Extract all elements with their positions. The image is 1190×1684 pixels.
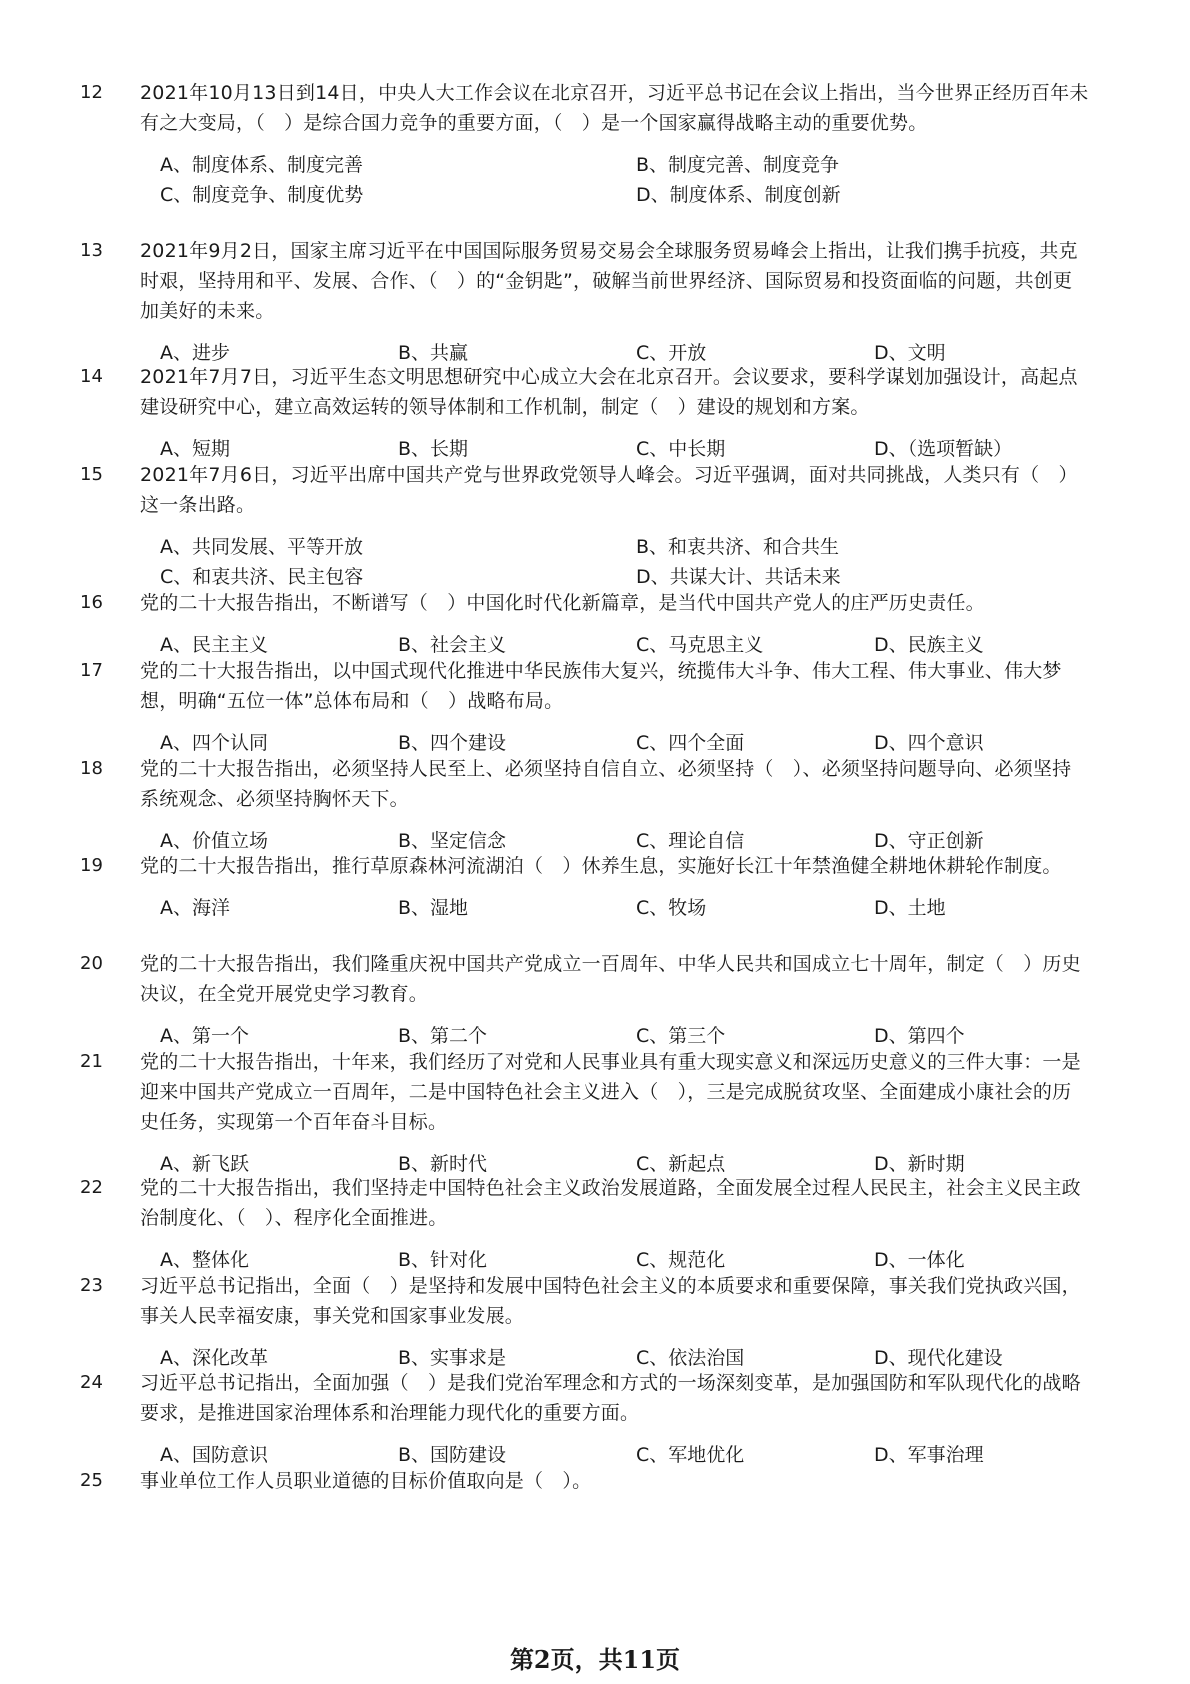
option-c: C、中长期 xyxy=(636,438,726,460)
question-number: 23 xyxy=(80,1275,103,1296)
question-text: 习近平总书记指出，全面加强（ ）是我们党治军理念和方式的一场深刻变革，是加强国防和军队现代化的战略要求，是推进国家治理体系和治理能力现代化的重要方面。 xyxy=(140,1372,1081,1424)
question-15 xyxy=(80,460,1090,592)
option-c: C、规范化 xyxy=(636,1249,726,1271)
option-b: B、实事求是 xyxy=(398,1347,507,1369)
question-14 xyxy=(80,362,1090,464)
question-text: 党的二十大报告指出，我们隆重庆祝中国共产党成立一百周年、中华人民共和国成立七十周年，制定（ ）历史决议，在全党开展党史学习教育。 xyxy=(140,953,1081,1005)
question-16 xyxy=(80,588,1090,660)
option-a: A、民主主义 xyxy=(160,634,268,656)
option-d: D、守正创新 xyxy=(874,830,984,852)
options xyxy=(160,532,1090,592)
question-text: 事业单位工作人员职业道德的目标价值取向是（ ）。 xyxy=(140,1470,592,1492)
option-c: C、军地优化 xyxy=(636,1444,745,1466)
option-d: D、（选项暂缺） xyxy=(874,438,1013,460)
question-text: 党的二十大报告指出，十年来，我们经历了对党和人民事业具有重大现实意义和深远历史意义的三件大事：一是迎来中国共产党成立一百周年，二是中国特色社会主义进入（ ），三是完成脱贫攻坚、全面建成小康社会的历史任务，实现第一个百年奋斗目标。 xyxy=(140,1051,1081,1133)
option-d: D、第四个 xyxy=(874,1025,965,1047)
option-a: A、进步 xyxy=(160,342,230,364)
question-12 xyxy=(80,78,1090,210)
option-c: C、理论自信 xyxy=(636,830,745,852)
option-d: D、现代化建设 xyxy=(874,1347,1003,1369)
question-number: 16 xyxy=(80,592,103,613)
option-a: A、价值立场 xyxy=(160,830,268,852)
question-text: 党的二十大报告指出，以中国式现代化推进中华民族伟大复兴，统揽伟大斗争、伟大工程、伟大事业、伟大梦想，明确“五位一体”总体布局和（ ）战略布局。 xyxy=(140,660,1062,712)
question-text: 2021年7月7日，习近平生态文明思想研究中心成立大会在北京召开。会议要求，要科学谋划加强设计，高起点建设研究中心，建立高效运转的领导体制和工作机制，制定（ ）建设的规划和方案。 xyxy=(140,366,1078,418)
option-b: B、四个建设 xyxy=(398,732,507,754)
question-text: 2021年9月2日，国家主席习近平在中国国际服务贸易交易会全球服务贸易峰会上指出，让我们携手抗疫，共克时艰，坚持用和平、发展、合作、（ ）的“金钥匙”，破解当前世界经济、国际贸易和投资面临的问题，共创更加美好的未来。 xyxy=(140,240,1078,322)
option-a: A、第一个 xyxy=(160,1025,249,1047)
option-b: B、社会主义 xyxy=(398,634,507,656)
question-number: 21 xyxy=(80,1051,103,1072)
option-a: A、海洋 xyxy=(160,897,230,919)
question-text: 2021年10月13日到14日，中央人大工作会议在北京召开，习近平总书记在会议上指出，当今世界正经历百年未有之大变局，（ ）是综合国力竞争的重要方面，（ ）是一个国家赢得战略主动的重要优势。 xyxy=(140,82,1089,134)
question-22 xyxy=(80,1173,1090,1275)
option-a: A、整体化 xyxy=(160,1249,249,1271)
option-a: A、深化改革 xyxy=(160,1347,268,1369)
question-18 xyxy=(80,754,1090,856)
option-b: B、第二个 xyxy=(398,1025,488,1047)
options xyxy=(160,893,1090,923)
option-a: A、共同发展、平等开放 xyxy=(160,536,363,558)
option-a: A、国防意识 xyxy=(160,1444,268,1466)
question-text: 党的二十大报告指出，必须坚持人民至上、必须坚持自信自立、必须坚持（ ）、必须坚持问题导向、必须坚持系统观念、必须坚持胸怀天下。 xyxy=(140,758,1072,810)
option-d: D、新时期 xyxy=(874,1153,965,1175)
question-number: 20 xyxy=(80,953,103,974)
option-b: B、长期 xyxy=(398,438,469,460)
option-c: C、马克思主义 xyxy=(636,634,764,656)
option-a: A、制度体系、制度完善 xyxy=(160,154,363,176)
option-d: D、军事治理 xyxy=(874,1444,984,1466)
option-c: C、新起点 xyxy=(636,1153,726,1175)
option-d: D、一体化 xyxy=(874,1249,965,1271)
options xyxy=(160,150,1090,210)
option-b: B、和衷共济、和合共生 xyxy=(636,536,840,558)
question-24 xyxy=(80,1368,1090,1470)
question-number: 12 xyxy=(80,82,103,103)
option-c: C、牧场 xyxy=(636,897,707,919)
question-23 xyxy=(80,1271,1090,1373)
question-21 xyxy=(80,1047,1090,1179)
option-b: B、湿地 xyxy=(398,897,469,919)
question-20 xyxy=(80,949,1090,1051)
question-text: 党的二十大报告指出，不断谱写（ ）中国化时代化新篇章，是当代中国共产党人的庄严历史责任。 xyxy=(140,592,985,614)
option-b: B、针对化 xyxy=(398,1249,488,1271)
question-19 xyxy=(80,851,1090,923)
question-13 xyxy=(80,236,1090,368)
option-b: B、共赢 xyxy=(398,342,469,364)
option-b: B、坚定信念 xyxy=(398,830,507,852)
page-footer: 第2页，共11页 xyxy=(509,1645,681,1674)
option-c: C、第三个 xyxy=(636,1025,726,1047)
option-d: D、四个意识 xyxy=(874,732,984,754)
question-25 xyxy=(80,1466,1090,1496)
question-number: 19 xyxy=(80,855,103,876)
option-b: B、国防建设 xyxy=(398,1444,507,1466)
option-c: C、制度竞争、制度优势 xyxy=(160,184,364,206)
question-number: 15 xyxy=(80,464,103,485)
option-d: D、民族主义 xyxy=(874,634,984,656)
option-a: A、新飞跃 xyxy=(160,1153,249,1175)
option-a: A、短期 xyxy=(160,438,230,460)
question-number: 13 xyxy=(80,240,103,261)
option-b: B、新时代 xyxy=(398,1153,488,1175)
question-number: 25 xyxy=(80,1470,103,1491)
option-c: C、四个全面 xyxy=(636,732,745,754)
question-number: 14 xyxy=(80,366,103,387)
question-17 xyxy=(80,656,1090,758)
question-text: 习近平总书记指出，全面（ ）是坚持和发展中国特色社会主义的本质要求和重要保障，事关我们党执政兴国，事关人民幸福安康，事关党和国家事业发展。 xyxy=(140,1275,1081,1327)
option-c: C、依法治国 xyxy=(636,1347,745,1369)
option-c: C、开放 xyxy=(636,342,707,364)
option-d: D、文明 xyxy=(874,342,946,364)
question-number: 24 xyxy=(80,1372,103,1393)
option-c: C、和衷共济、民主包容 xyxy=(160,566,364,588)
question-text: 党的二十大报告指出，推行草原森林河流湖泊（ ）休养生息，实施好长江十年禁渔健全耕地休耕轮作制度。 xyxy=(140,855,1062,877)
question-text: 2021年7月6日，习近平出席中国共产党与世界政党领导人峰会。习近平强调，面对共同挑战，人类只有（ ）这一条出路。 xyxy=(140,464,1078,516)
question-number: 18 xyxy=(80,758,103,779)
question-number: 22 xyxy=(80,1177,103,1198)
option-b: B、制度完善、制度竞争 xyxy=(636,154,840,176)
option-d: D、共谋大计、共话未来 xyxy=(636,566,841,588)
option-d: D、土地 xyxy=(874,897,946,919)
question-text: 党的二十大报告指出，我们坚持走中国特色社会主义政治发展道路，全面发展全过程人民民主，社会主义民主政治制度化、（ ）、程序化全面推进。 xyxy=(140,1177,1081,1229)
question-number: 17 xyxy=(80,660,103,681)
option-d: D、制度体系、制度创新 xyxy=(636,184,841,206)
option-a: A、四个认同 xyxy=(160,732,268,754)
